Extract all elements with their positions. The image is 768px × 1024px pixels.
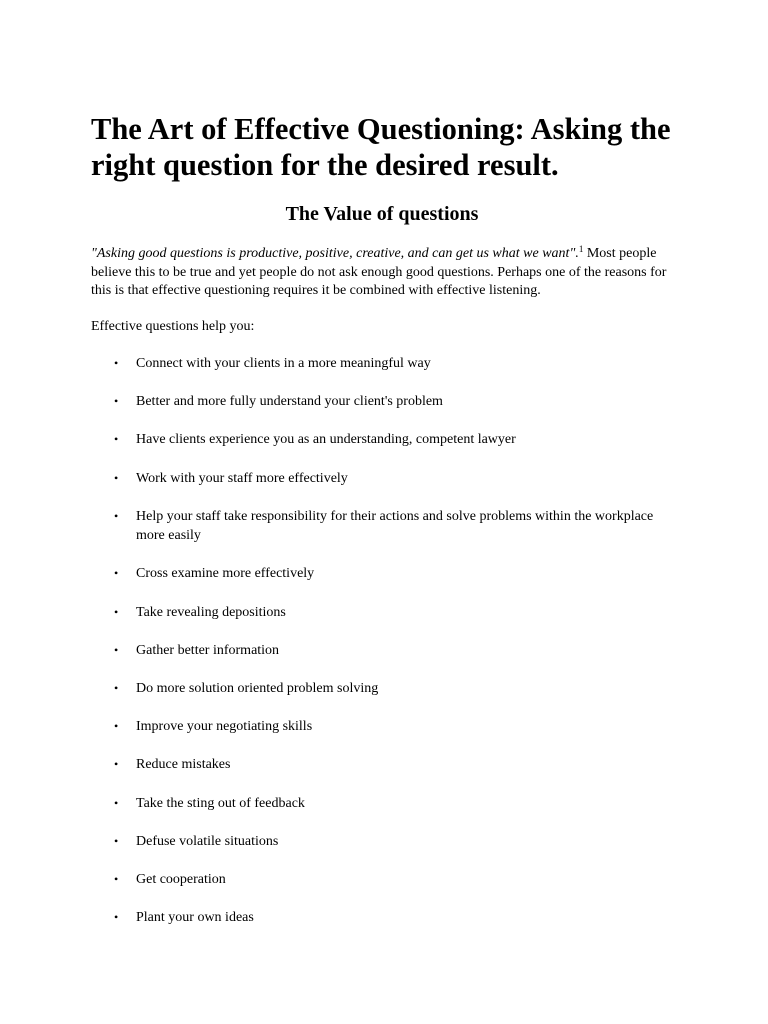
bullet-icon: • — [114, 604, 119, 619]
bullet-icon: • — [114, 642, 119, 657]
list-lead-text: Effective questions help you: — [91, 319, 255, 334]
bullet-icon: • — [114, 566, 119, 581]
intro-quote: "Asking good questions is productive, positive, creative, and can get us what we want". — [91, 246, 579, 261]
list-item-text: Do more solution oriented problem solving — [136, 681, 379, 696]
bullet-icon: • — [114, 356, 119, 370]
list-item — [91, 469, 673, 489]
intro-paragraph — [91, 245, 673, 301]
bullet-icon: • — [114, 719, 119, 734]
bullet-icon: • — [114, 833, 119, 848]
bullet-icon: • — [114, 394, 119, 409]
list-item — [91, 354, 673, 374]
benefits-list — [91, 354, 673, 946]
list-item-text: Defuse volatile situations — [136, 833, 279, 849]
document-title: The Art of Effective Questioning: Asking the right question for the desired result. — [91, 112, 671, 182]
list-item — [91, 717, 673, 737]
list-item-text: Improve your negotiating skills — [136, 719, 313, 735]
bullet-icon: • — [114, 432, 119, 447]
list-item — [91, 430, 673, 450]
bullet-icon: • — [114, 910, 119, 925]
list-item-text: Get cooperation — [136, 871, 226, 887]
list-item — [91, 392, 673, 412]
list-item — [91, 908, 673, 928]
list-item-text: Gather better information — [136, 642, 280, 658]
list-item-text: Help your staff take responsibility for their actions and solve problems within the workplace more easily — [136, 508, 654, 544]
list-item-text: Plant your own ideas — [136, 910, 254, 926]
list-item — [91, 603, 673, 623]
list-item — [91, 794, 673, 814]
list-item-text: Have clients experience you as an understanding, competent lawyer — [136, 432, 516, 448]
bullet-icon: • — [114, 470, 119, 485]
bullet-icon: • — [114, 757, 119, 772]
list-item-text: Work with your staff more effectively — [136, 470, 348, 486]
list-item — [91, 832, 673, 852]
intro-text: Most people believe this to be true and yet people do not ask enough good questions. Perhaps one of the reasons for this is that effective questioning requires it be combined with effective listening. — [91, 246, 667, 298]
list-item-text: Reduce mistakes — [136, 757, 231, 773]
list-item — [91, 870, 673, 890]
list-item — [91, 755, 673, 775]
section-title: The Value of questions — [285, 203, 479, 225]
list-item — [91, 507, 673, 546]
list-item-text: Better and more fully understand your client's problem — [136, 394, 443, 410]
list-item-text: Cross examine more effectively — [136, 566, 315, 582]
list-item-text: Take revealing depositions — [136, 604, 286, 620]
list-item-text: Connect with your clients in a more meaningful way — [136, 356, 431, 371]
bullet-icon: • — [114, 871, 119, 886]
bullet-icon: • — [114, 681, 119, 695]
list-item — [91, 641, 673, 661]
bullet-icon: • — [114, 795, 119, 810]
footnote-marker[interactable]: 1 — [578, 244, 584, 254]
list-item — [91, 679, 673, 699]
list-item-text: Take the sting out of feedback — [136, 795, 305, 811]
bullet-icon: • — [114, 508, 119, 523]
list-item — [91, 564, 673, 584]
